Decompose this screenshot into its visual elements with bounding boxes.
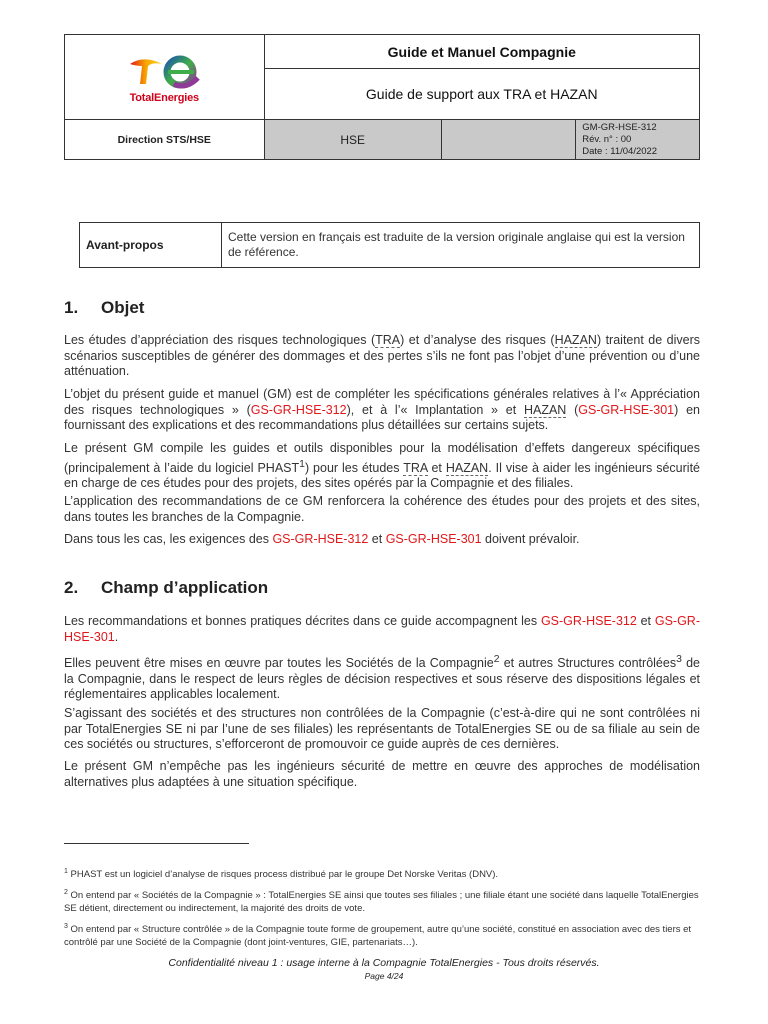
logo-cell bbox=[65, 35, 265, 120]
paragraph: Les études d’appréciation des risques technologiques (TRA) et d’analyse des risques (HAZAN) traitent de divers scénarios susceptibles de générer des dommages et des pertes s’ils ne font pas l’objet d’une prévention ou d’une atténuation. bbox=[64, 333, 701, 378]
reference-block bbox=[576, 120, 700, 160]
direction-label: Direction STS/HSE bbox=[65, 120, 265, 160]
section-heading-objet bbox=[64, 298, 144, 318]
paragraph: L’application des recommandations de ce GM renforcera la cohérence des études pour des projets et des sites, dans toutes les branches de la Compagnie. bbox=[64, 494, 700, 524]
footnote: $^3$ On entend par « Structure contrôlée » de la Compagnie toute forme de groupement, autre qu’une société, constitué en association avec des tiers et contrôlé par une Société de la Compagnie (dont joint-ventures, GIE, partenariats…). bbox=[64, 923, 692, 949]
foreword-text: Cette version en français est traduite de la version originale anglaise qui est la version de référence. bbox=[222, 223, 700, 268]
section-title: Objet bbox=[101, 298, 145, 317]
reference-code: GM-GR-HSE-312 bbox=[582, 121, 657, 133]
section-title: Champ d’application bbox=[101, 578, 269, 597]
footnote: $^2$ On entend par « Sociétés de la Compagnie » : TotalEnergies SE ainsi que toutes ses filiales ; une filiale étant une société dans laquelle TotalEnergies SE détient, directement ou indirectement, la majorité des droits de vote. bbox=[64, 889, 699, 915]
link-gs-gr-hse-312[interactable]: GS-GR-HSE-312 bbox=[272, 532, 369, 546]
page-number: Page 4/24 bbox=[364, 971, 404, 981]
term-hazan: HAZAN bbox=[523, 402, 567, 417]
blank-grey-cell bbox=[441, 120, 575, 160]
confidentiality-notice: Confidentialité niveau 1 : usage interne à la Compagnie TotalEnergies - Tous droits réservés. bbox=[168, 957, 600, 969]
link-gs-gr-hse-312[interactable]: GS-GR-HSE-312 bbox=[250, 402, 347, 417]
document-subtitle: Guide de support aux TRA et HAZAN bbox=[264, 69, 700, 120]
term-hazan: HAZAN bbox=[554, 333, 597, 347]
footnote-ref[interactable]: 2 bbox=[493, 654, 500, 665]
paragraph: S’agissant des sociétés et des structures non contrôlées de la Compagnie (c’est-à-dire qui ne sont contrôlées ni par TotalEnergies SE ni par l’une de ses filiales) les représentants de TotalEnergies SE ou de sa filiale au sein de ces sociétés ou structures, s’efforceront de promouvoir ce guide auprès de ces dernières. bbox=[64, 706, 700, 751]
section-heading-champ bbox=[64, 578, 268, 598]
totalenergies-logo-icon bbox=[122, 50, 206, 90]
footnote-separator bbox=[64, 843, 249, 844]
revision-number: Rév. n° : 00 bbox=[582, 133, 632, 145]
paragraph: Les recommandations et bonnes pratiques décrites dans ce guide accompagnent les GS-GR-HSE-312 et GS-GR-HSE-301. bbox=[64, 614, 700, 644]
foreword-box bbox=[79, 222, 700, 268]
footnote-ref[interactable]: 1 bbox=[299, 458, 305, 470]
term-tra: TRA bbox=[375, 333, 401, 347]
term-hazan: HAZAN bbox=[445, 460, 489, 475]
link-gs-gr-hse-301[interactable]: GS-GR-HSE-301 bbox=[385, 532, 482, 546]
section-number: 2. bbox=[64, 578, 79, 597]
paragraph: Elles peuvent être mises en œuvre par toutes les Sociétés de la Compagnie$^2$ et autres Structures contrôlées$^3$ de la Compagnie, dans le respect de leurs règles de décision respectives et sous réserve des dispositions légales et réglementaires applicables localement. bbox=[64, 654, 700, 702]
document-title: Guide et Manuel Compagnie bbox=[264, 35, 700, 69]
footnote: $^1$ PHAST est un logiciel d’analyse de risques process distribué par le groupe Det Norske Veritas (DNV). bbox=[64, 868, 499, 881]
revision-date: Date : 11/04/2022 bbox=[582, 145, 658, 157]
footnote-ref[interactable]: 3 bbox=[676, 654, 682, 665]
term-tra: TRA bbox=[403, 460, 428, 475]
link-gs-gr-hse-312[interactable]: GS-GR-HSE-312 bbox=[540, 614, 637, 628]
link-gs-gr-hse-301[interactable]: GS-GR-HSE-301 bbox=[64, 614, 700, 644]
section-number: 1. bbox=[64, 298, 79, 317]
paragraph: Le présent GM compile les guides et outils disponibles pour la modélisation d’effets dangereux spécifiques (principalement à l’aide du logiciel PHAST$^1$) pour les études TRA et HAZAN. Il vise à aider les ingénieurs sécurité en charge de ces études pour des projets, des sites opérés par la Compagnie et des filiales. bbox=[64, 441, 700, 491]
foreword-label: Avant-propos bbox=[80, 223, 222, 268]
document-header bbox=[64, 34, 700, 160]
logo-text: TotalEnergies bbox=[129, 92, 199, 104]
department-label: HSE bbox=[264, 120, 441, 160]
link-gs-gr-hse-301[interactable]: GS-GR-HSE-301 bbox=[578, 402, 675, 417]
paragraph: Dans tous les cas, les exigences des GS-GR-HSE-312 et GS-GR-HSE-301 doivent prévaloir. bbox=[64, 532, 580, 546]
paragraph: L’objet du présent guide et manuel (GM) est de compléter les spécifications générales relatives à l’« Appréciation des risques technologiques » (GS-GR-HSE-312), et à l’« Implantation » et HAZAN (GS-GR-HSE-301) en fournissant des explications et des recommandations plus détaillées sur certains sujets. bbox=[64, 387, 700, 432]
paragraph: Le présent GM n’empêche pas les ingénieurs sécurité de mettre en œuvre des approches de modélisation alternatives plus adaptées à une situation spécifique. bbox=[64, 759, 700, 789]
